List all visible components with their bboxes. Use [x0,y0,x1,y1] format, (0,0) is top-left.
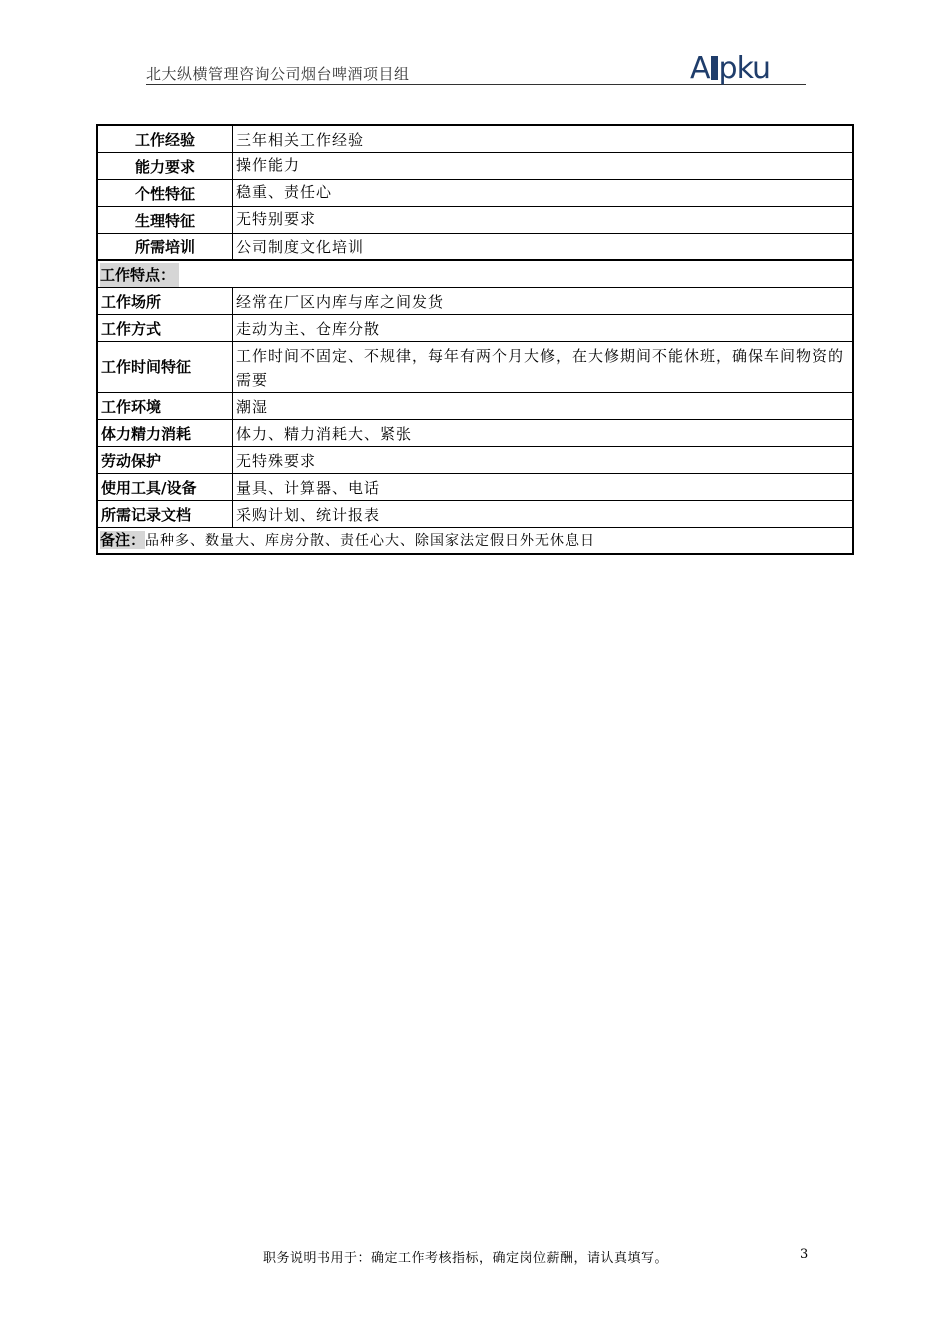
row-protection [97,446,853,473]
row-personality [97,179,853,206]
label-tools: 使用工具/设备 [97,473,233,500]
row-work-mode [97,314,853,341]
value-training: 公司制度文化培训 [233,233,854,260]
value-work-mode: 走动为主、仓库分散 [233,314,854,341]
company-logo: A pku [690,51,771,86]
label-documents: 所需记录文档 [97,500,233,527]
value-environment: 潮湿 [233,392,854,419]
label-work-experience: 工作经验 [97,125,233,152]
row-physical [97,206,853,233]
label-ability: 能力要求 [97,152,233,179]
row-environment [97,392,853,419]
value-work-time: 工作时间不固定、不规律，每年有两个月大修，在大修期间不能休班，确保车间物资的需要 [233,341,854,392]
footer-note: 职务说明书用于：确定工作考核指标，确定岗位薪酬，请认真填写。 [263,1251,669,1266]
remarks-label: 备注： [100,531,146,549]
label-work-time: 工作时间特征 [97,341,233,392]
row-documents [97,500,853,527]
value-protection: 无特殊要求 [233,446,854,473]
row-tools [97,473,853,500]
label-personality: 个性特征 [97,179,233,206]
value-documents: 采购计划、统计报表 [233,500,854,527]
label-workplace: 工作场所 [97,287,233,314]
page-number: 3 [800,1247,809,1262]
header-company: 北大纵横管理咨询公司烟台啤酒项目组 [146,65,410,83]
label-physical: 生理特征 [97,206,233,233]
row-ability [97,152,853,179]
value-tools: 量具、计算器、电话 [233,473,854,500]
value-energy: 体力、精力消耗大、紧张 [233,419,854,446]
value-physical: 无特别要求 [233,206,854,233]
value-workplace: 经常在厂区内库与库之间发货 [233,287,854,314]
section-title: 工作特点： [100,263,179,287]
row-work-time [97,341,853,392]
label-energy: 体力精力消耗 [97,419,233,446]
value-work-experience: 三年相关工作经验 [233,125,854,152]
remarks-text: 品种多、数量大、库房分散、责任心大、除国家法定假日外无休息日 [145,533,596,549]
row-remarks [97,527,853,554]
row-workplace [97,287,853,314]
row-section-title [97,260,853,287]
label-environment: 工作环境 [97,392,233,419]
label-training: 所需培训 [97,233,233,260]
row-training [97,233,853,260]
label-work-mode: 工作方式 [97,314,233,341]
value-ability: 操作能力 [233,152,854,179]
job-description-table [96,124,854,555]
row-energy [97,419,853,446]
label-protection: 劳动保护 [97,446,233,473]
value-personality: 稳重、责任心 [233,179,854,206]
row-work-experience [97,125,853,152]
